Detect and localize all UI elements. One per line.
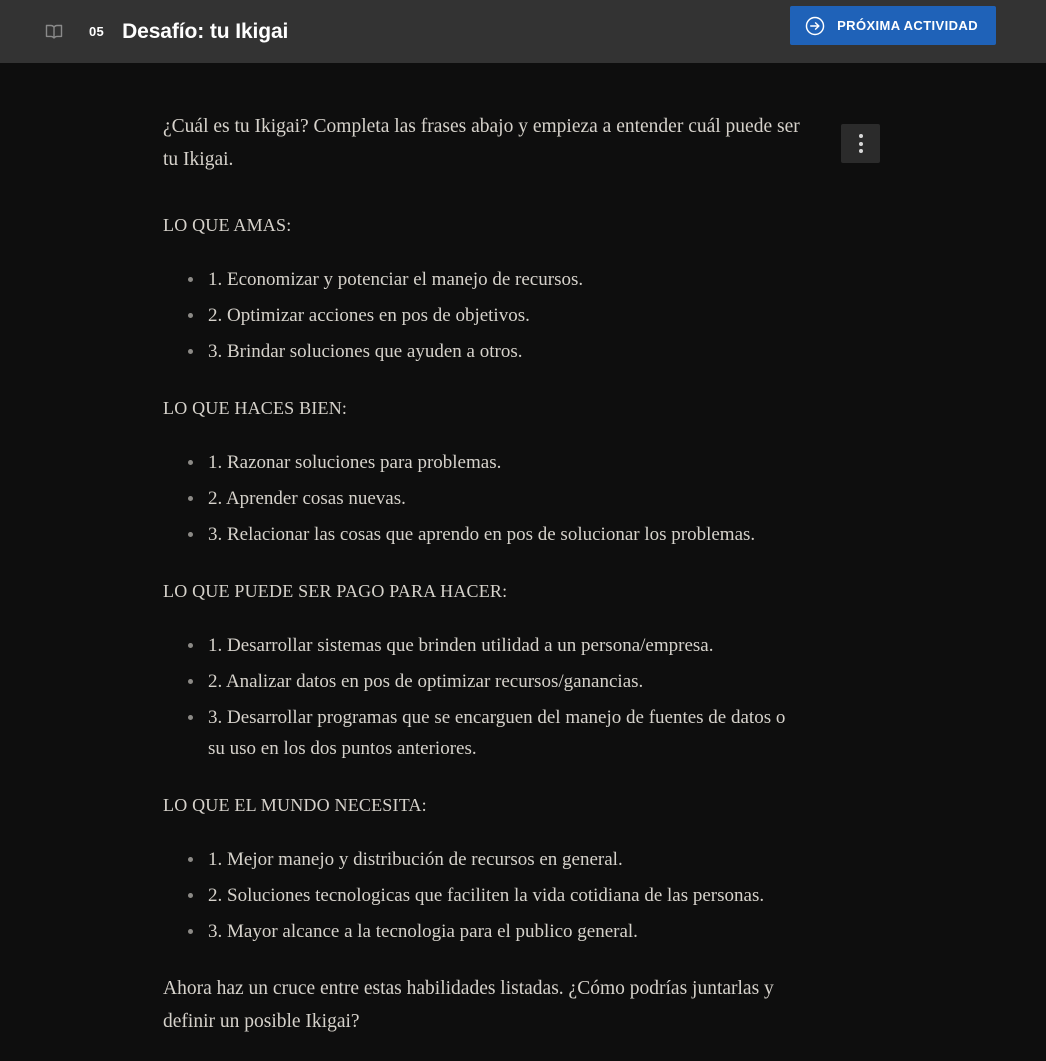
content-area [0,63,1046,1061]
section-heading-lo-que-puede-ser-pago: LO QUE PUEDE SER PAGO PARA HACER: [163,581,508,601]
intro-paragraph: ¿Cuál es tu Ikigai? Completa las frases abajo y empieza a entender cuál puede ser tu Ikigai. [163,116,800,170]
next-activity-button[interactable] [790,6,996,45]
section-heading-lo-que-el-mundo-necesita: LO QUE EL MUNDO NECESITA: [163,795,427,815]
list-item: 2. Soluciones tecnologicas que faciliten la vida cotidiana de las personas. [163,880,803,911]
list-item: 3. Mayor alcance a la tecnologia para el publico general. [163,916,803,947]
more-options-icon-dot [859,134,863,138]
more-options-icon-dot [859,149,863,153]
closing-paragraph: Ahora haz un cruce entre estas habilidades listadas. ¿Cómo podrías juntarlas y definir un posible Ikigai? [163,978,774,1032]
next-activity-label: PRÓXIMA ACTIVIDAD [837,18,978,33]
list-item: 2. Analizar datos en pos de optimizar recursos/ganancias. [163,666,803,697]
more-options-icon-dot [859,142,863,146]
lesson-number: 05 [89,24,105,39]
list-item: 1. Economizar y potenciar el manejo de recursos. [163,264,803,295]
arrow-right-circle-icon [804,15,826,37]
list-lo-que-amas [163,264,803,367]
list-lo-que-haces-bien [163,447,803,550]
list-item: 3. Brindar soluciones que ayuden a otros. [163,336,803,367]
list-item: 3. Relacionar las cosas que aprendo en pos de solucionar los problemas. [163,519,803,550]
list-item: 3. Desarrollar programas que se encarguen del manejo de fuentes de datos o su uso en los dos puntos anteriores. [163,702,803,764]
list-item: 2. Aprender cosas nuevas. [163,483,803,514]
list-item: 1. Desarrollar sistemas que brinden utilidad a un persona/empresa. [163,630,803,661]
open-book-icon [0,22,64,42]
section-heading-lo-que-amas: LO QUE AMAS: [163,215,292,235]
more-options-button[interactable] [841,124,880,163]
lesson-body [163,110,803,1038]
list-item: 2. Optimizar acciones en pos de objetivos. [163,300,803,331]
section-heading-lo-que-haces-bien: LO QUE HACES BIEN: [163,398,348,418]
list-item: 1. Razonar soluciones para problemas. [163,447,803,478]
top-bar [0,0,1046,63]
list-item: 1. Mejor manejo y distribución de recursos en general. [163,844,803,875]
page-title: Desafío: tu Ikigai [122,19,289,43]
list-lo-que-el-mundo-necesita [163,844,803,947]
list-lo-que-puede-ser-pago [163,630,803,764]
